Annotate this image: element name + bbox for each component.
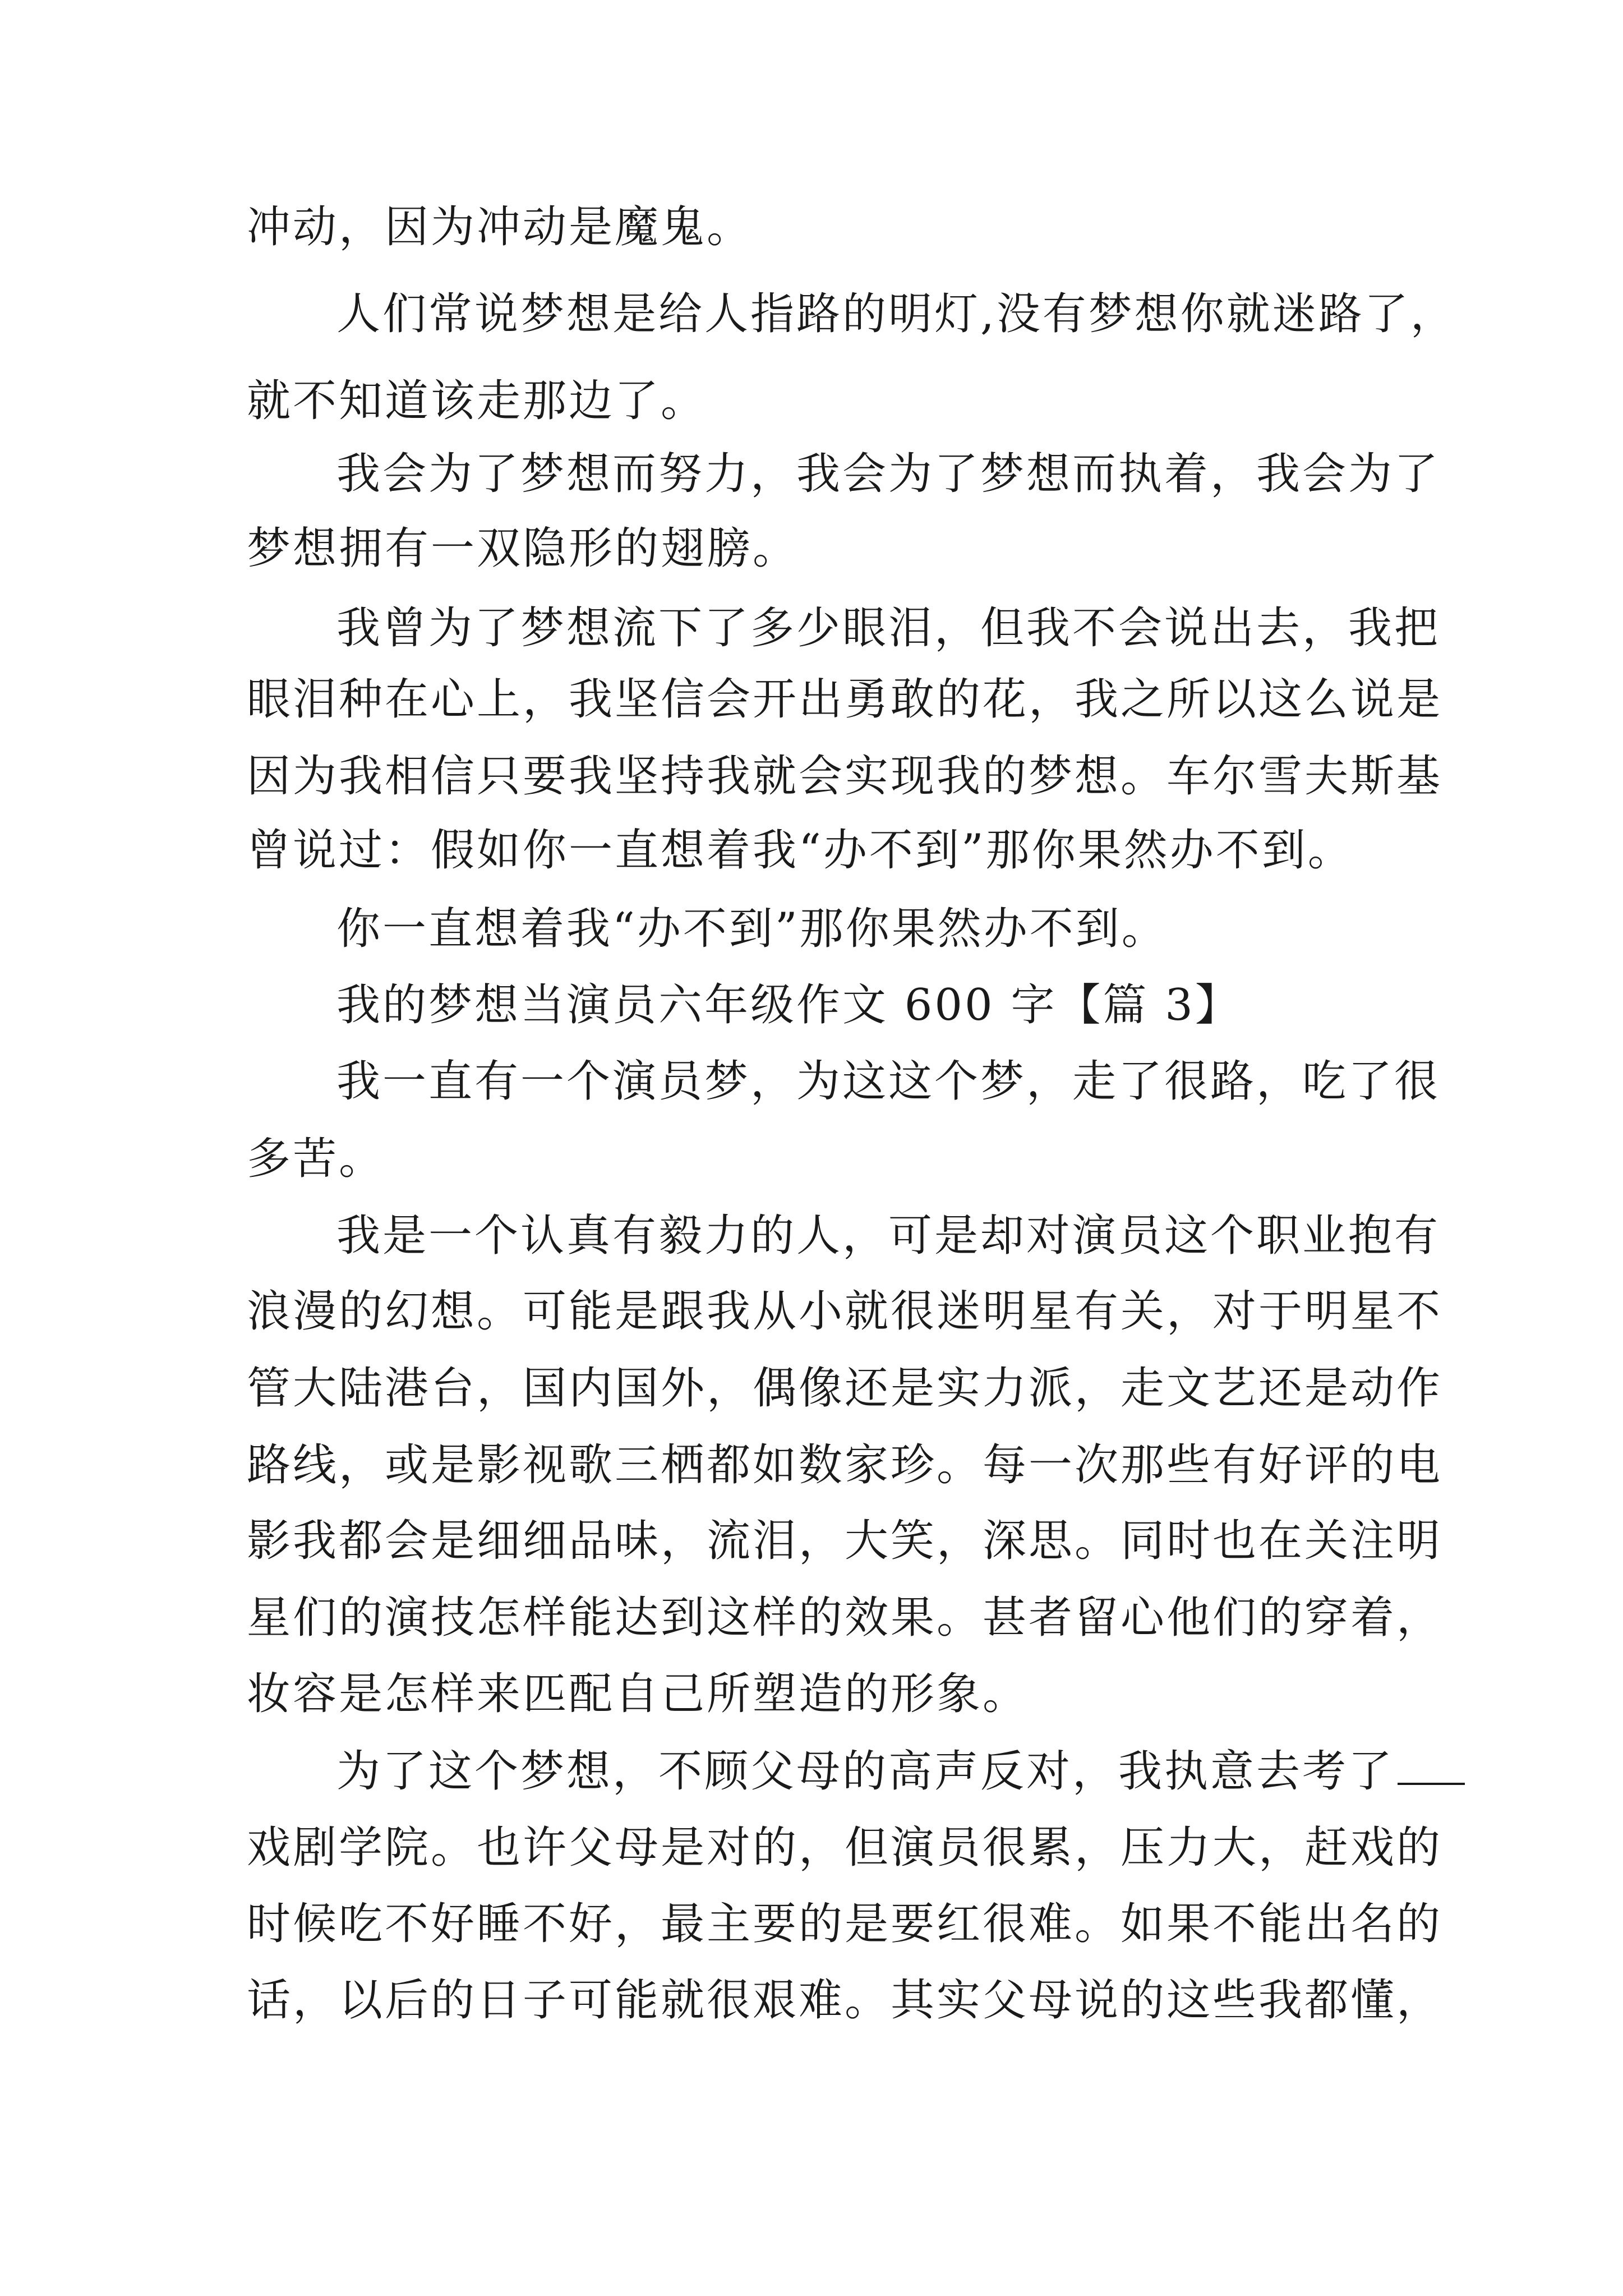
text-line: 冲动，因为冲动是魔鬼。 <box>247 202 753 252</box>
paragraph-first-line <box>336 1743 1465 1800</box>
text-line: 眼泪种在心上，我坚信会开出勇敢的花，我之所以这么说是 <box>247 674 1443 725</box>
paragraph-first-line: 我是一个认真有毅力的人，可是却对演员这个职业抱有 <box>336 1211 1441 1261</box>
text-line: 妆容是怎样来匹配自己所塑造的形象。 <box>247 1669 1029 1719</box>
text-line: 因为我相信只要我坚持我就会实现我的梦想。车尔雪夫斯基 <box>247 751 1443 802</box>
section-heading: 我的梦想当演员六年级作文 600 字【篇 3】 <box>336 980 1241 1030</box>
text-line: 路线，或是影视歌三栖都如数家珍。每一次那些有好评的电 <box>247 1440 1443 1490</box>
paragraph-first-line: 人们常说梦想是给人指路的明灯,没有梦想你就迷路了， <box>336 289 1456 339</box>
fill-in-blank <box>1398 1743 1465 1785</box>
text-segment: 为了这个梦想，不顾父母的高声反对，我执意去考了 <box>336 1746 1395 1797</box>
text-line: 星们的演技怎样能达到这样的效果。甚者留心他们的穿着， <box>247 1593 1443 1643</box>
text-line: 话，以后的日子可能就很艰难。其实父母说的这些我都懂， <box>247 1975 1443 2026</box>
text-line: 浪漫的幻想。可能是跟我从小就很迷明星有关，对于明星不 <box>247 1286 1443 1337</box>
paragraph-first-line: 我会为了梦想而努力，我会为了梦想而执着，我会为了 <box>336 449 1441 499</box>
text-line: 戏剧学院。也许父母是对的，但演员很累，压力大，赶戏的 <box>247 1823 1443 1873</box>
text-line: 影我都会是细细品味，流泪，大笑，深思。同时也在关注明 <box>247 1516 1443 1566</box>
text-line: 管大陆港台，国内国外，偶像还是实力派，走文艺还是动作 <box>247 1363 1443 1414</box>
text-line: 多苦。 <box>247 1134 385 1184</box>
text-line: 时候吃不好睡不好，最主要的是要红很难。如果不能出名的 <box>247 1899 1443 1949</box>
text-line: 梦想拥有一双隐形的翅膀。 <box>247 523 799 574</box>
paragraph-first-line: 你一直想着我“办不到”那你果然办不到。 <box>336 904 1168 954</box>
paragraph-first-line: 我曾为了梦想流下了多少眼泪，但我不会说出去，我把 <box>336 603 1441 654</box>
text-line: 就不知道该走那边了。 <box>247 376 707 426</box>
paragraph-first-line: 我一直有一个演员梦，为这这个梦，走了很路，吃了很 <box>336 1056 1441 1107</box>
text-line: 曾说过：假如你一直想着我“办不到”那你果然办不到。 <box>247 825 1354 876</box>
